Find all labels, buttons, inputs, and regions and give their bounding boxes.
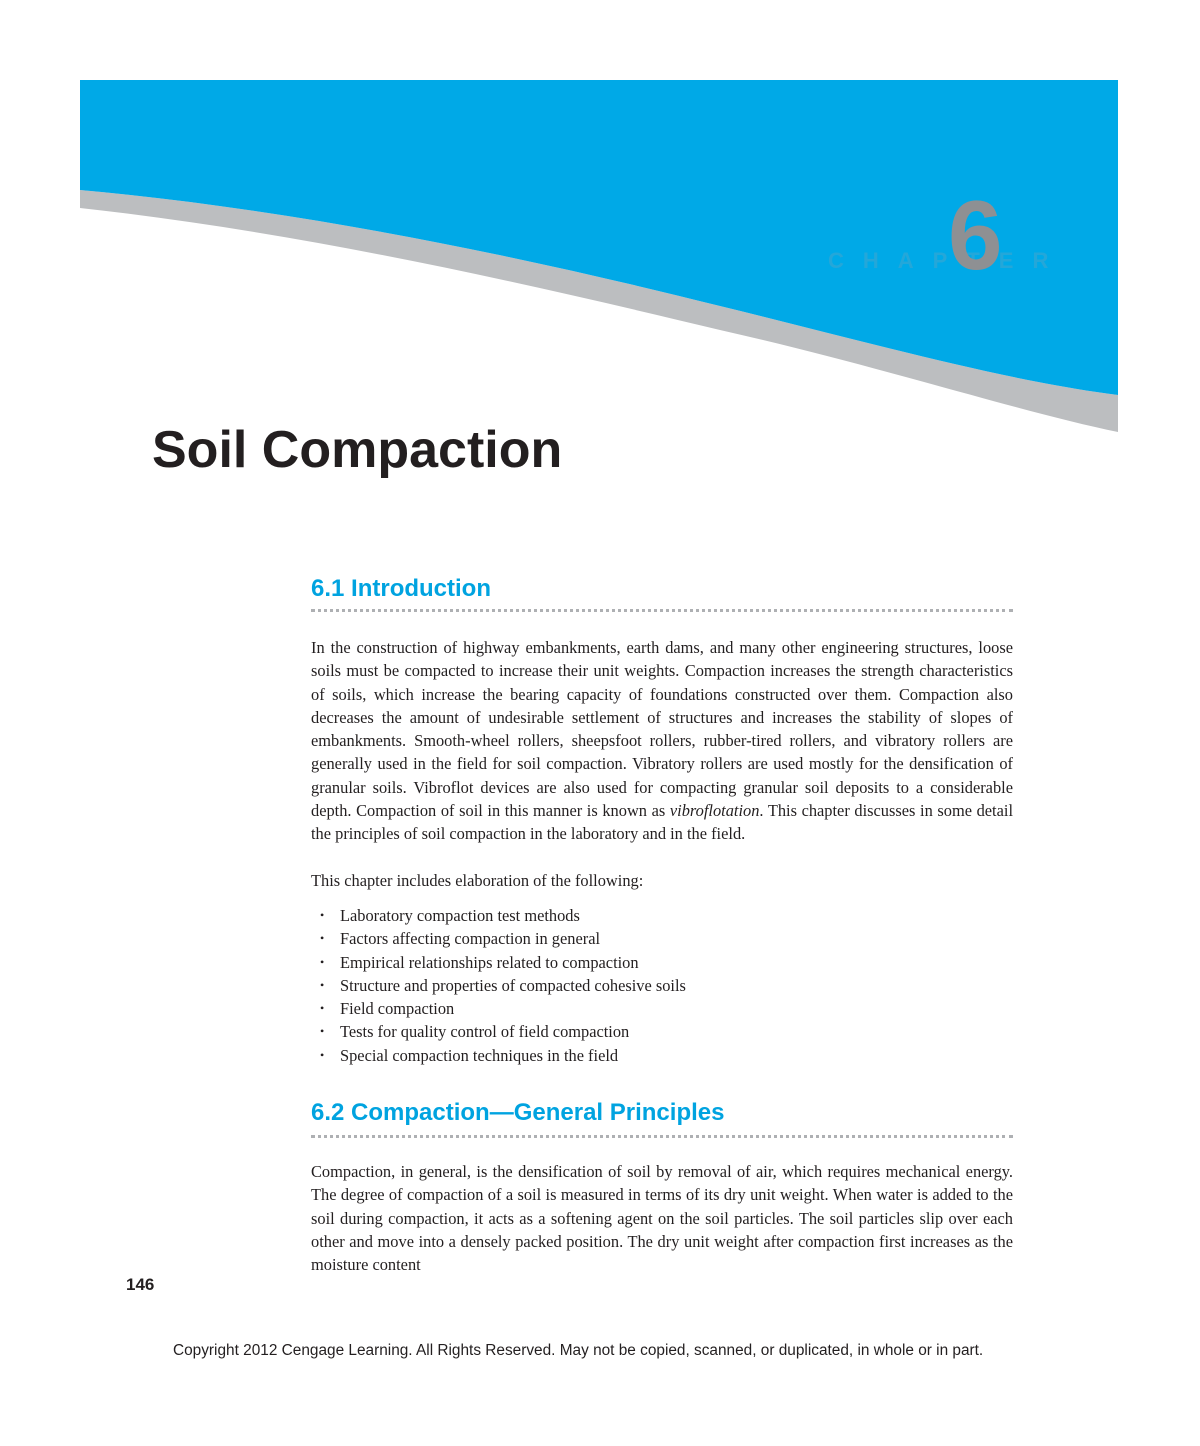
bullet-icon: • [320,931,325,946]
topics-list [320,904,1010,1067]
paragraph-text: . This chapter discusses in some detail the principles of soil compaction in the laboratory and in the field. [311,801,1013,844]
general-principles-paragraph: Compaction, in general, is the densification of soil by removal of air, which requires mechanical energy. The degree of compaction of a soil is measured in terms of its dry unit weight. When water is added to the soil during compaction, it acts as a softening agent on the soil particles. The soil particles slip over each other and move into a densely packed position. The dry unit weight after compaction first increases as the moisture content [311,1162,1013,1275]
paragraph-text: In the construction of highway embankments, earth dams, and many other engineering structures, loose soils must be compacted to increase their unit weights. Compaction increases the strength characteristics of soils, which increase the bearing capacity of foundations constructed over them. Compaction also decreases the amount of undesirable settlement of structures and increases the stability of slopes of embankments. Smooth-wheel rollers, sheepsfoot rollers, rubber-tired rollers, and vibratory rollers are generally used in the field for soil compaction. Vibratory rollers are used mostly for the densification of granular soils. Vibroflot devices are also used for compacting granular soil deposits to a considerable depth. Compaction of soil in this manner is known as [311,638,1013,821]
page-number: 146 [126,1275,155,1294]
list-intro-line: This chapter includes elaboration of the following: [311,871,644,890]
chapter-title: Soil Compaction [152,421,563,479]
chapter-number: 6 [948,180,1003,290]
section-heading-introduction: 6.1 Introduction [311,575,491,602]
bullet-icon: • [320,908,325,922]
list-item: • Field compaction [320,997,1010,1020]
bullet-icon: • [320,1047,325,1062]
chapter-banner [0,0,1200,440]
list-item: • Structure and properties of compacted cohesive soils [320,974,1010,997]
bullet-icon: • [320,977,325,992]
italic-term: vibroflotation [669,801,760,821]
list-item: • Factors affecting compaction in general [320,927,1010,950]
bullet-icon: • [320,954,325,969]
introduction-paragraph [311,636,1013,846]
list-item: • Tests for quality control of field compaction [320,1020,1010,1043]
section-divider [311,1135,1013,1138]
copyright-notice: Copyright 2012 Cengage Learning. All Rights Reserved. May not be copied, scanned, or duplicated, in whole or in part. [173,1342,984,1359]
section-divider [311,609,1013,612]
section-heading-general-principles: 6.2 Compaction—General Principles [311,1099,725,1126]
chapter-label: CHAPTER [828,248,1068,273]
list-item: • Empirical relationships related to compaction [320,951,1010,974]
bullet-icon: • [320,1024,325,1039]
list-item: • Special compaction techniques in the field [320,1044,1010,1067]
list-item: • Laboratory compaction test methods [320,904,1010,927]
bullet-icon: • [320,1001,325,1016]
